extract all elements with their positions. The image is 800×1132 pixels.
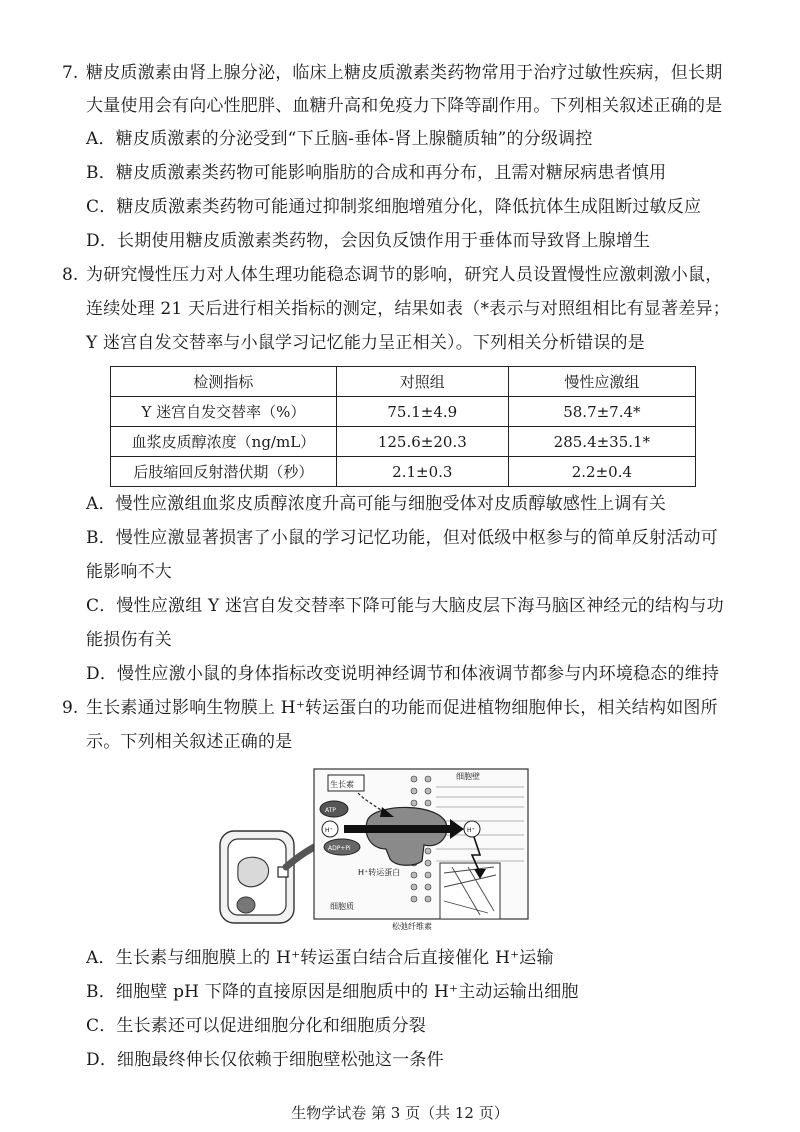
table-cell: 2.1±0.3 [336,457,508,487]
q8-option-a: A．慢性应激组血浆皮质醇浓度升高可能与细胞受体对皮质醇敏感性上调有关 [86,494,667,514]
label-atp: ATP [325,807,336,814]
label-h-outside: H⁺ [467,827,475,834]
page-footer: 生物学试卷 第 3 页（共 12 页） [291,1104,509,1122]
q7-option-a: A．糖皮质激素的分泌受到“下丘脑-垂体-肾上腺髓质轴”的分级调控 [86,129,593,149]
q9-option-b: B．细胞壁 pH 下降的直接原因是细胞质中的 H⁺主动运输出细胞 [86,982,579,1002]
q8-option-c-line-1: C．慢性应激组 Y 迷宫自发交替率下降可能与大脑皮层下海马脑区神经元的结构与功 [86,596,724,616]
q9-stem-line-1: 生长素通过影响生物膜上 H⁺转运蛋白的功能而促进植物细胞伸长，相关结构如图所 [86,698,718,718]
q9-stem-line-2: 示。下列相关叙述正确的是 [86,732,293,752]
q8-option-d: D．慢性应激小鼠的身体指标改变说明神经调节和体液调节都参与内环境稳态的维持 [86,664,720,684]
q9-number: 9. [62,698,79,718]
label-transporter: H⁺转运蛋白 [358,868,401,877]
q9-option-c: C．生长素还可以促进细胞分化和细胞质分裂 [86,1016,427,1036]
table-cell: 125.6±20.3 [336,427,508,457]
q7-number: 7. [62,63,79,83]
table-row [111,457,696,487]
label-adp: ADP+Pi [328,845,351,852]
table-header-cell: 慢性应激组 [508,367,695,397]
q8-option-b-line-1: B．慢性应激显著损害了小鼠的学习记忆功能，但对低级中枢参与的简单反射活动可 [86,528,718,548]
q8-stem-line-1: 为研究慢性压力对人体生理功能稳态调节的影响，研究人员设置慢性应激刺激小鼠， [86,265,723,285]
table-cell: 后肢缩回反射潜伏期（秒） [111,457,337,487]
table-header-cell: 检测指标 [111,367,337,397]
q9-option-d: D．细胞最终伸长仅依赖于细胞壁松弛这一条件 [86,1050,444,1070]
table-cell: Y 迷宫自发交替率（%） [111,397,337,427]
table-row [111,397,696,427]
q8-option-c-line-2: 能损伤有关 [86,630,172,650]
label-cytoplasm: 细胞质 [330,902,354,911]
q8-number: 8. [62,265,79,285]
table-cell: 血浆皮质醇浓度（ng/mL） [111,427,337,457]
q7-option-b: B．糖皮质激素类药物可能影响脂肪的合成和再分布，且需对糖尿病患者慎用 [86,163,667,183]
membrane-zoom-panel [314,769,528,931]
label-h-inside: H⁺ [325,827,333,834]
q8-stem-line-2: 连续处理 21 天后进行相关指标的测定，结果如表（*表示与对照组相比有显著差异； [86,299,730,319]
label-cell-wall: 细胞壁 [456,772,480,781]
q7-option-d: D．长期使用糖皮质激素类药物，会因负反馈作用于垂体而导致肾上腺增生 [86,231,651,251]
table-cell: 285.4±35.1* [508,427,695,457]
q7-option-c: C．糖皮质激素类药物可能通过抑制浆细胞增殖分化，降低抗体生成阻断过敏反应 [86,197,702,217]
q8-stem-line-3: Y 迷宫自发交替率与小鼠学习记忆能力呈正相关）。下列相关分析错误的是 [86,333,645,353]
label-auxin: 生长素 [330,780,354,789]
table-header-cell: 对照组 [336,367,508,397]
table-cell: 58.7±7.4* [508,397,695,427]
table-header-row [111,367,696,397]
label-microfibril: 松弛纤维素 [392,922,432,931]
table-cell: 75.1±4.9 [336,397,508,427]
q7-stem-line-2: 大量使用会有向心性肥胖、血糖升高和免疫力下降等副作用。下列相关叙述正确的是 [86,96,723,116]
q9-option-a: A．生长素与细胞膜上的 H⁺转运蛋白结合后直接催化 H⁺运输 [86,948,554,968]
q7-stem-line-1: 糖皮质激素由肾上腺分泌，临床上糖皮质激素类药物常用于治疗过敏性疾病，但长期 [86,63,723,83]
auxin-mechanism-figure [218,763,554,935]
q8-results-table [110,366,696,487]
table-cell: 2.2±0.4 [508,457,695,487]
table-row [111,427,696,457]
q8-option-b-line-2: 能影响不大 [86,562,172,582]
